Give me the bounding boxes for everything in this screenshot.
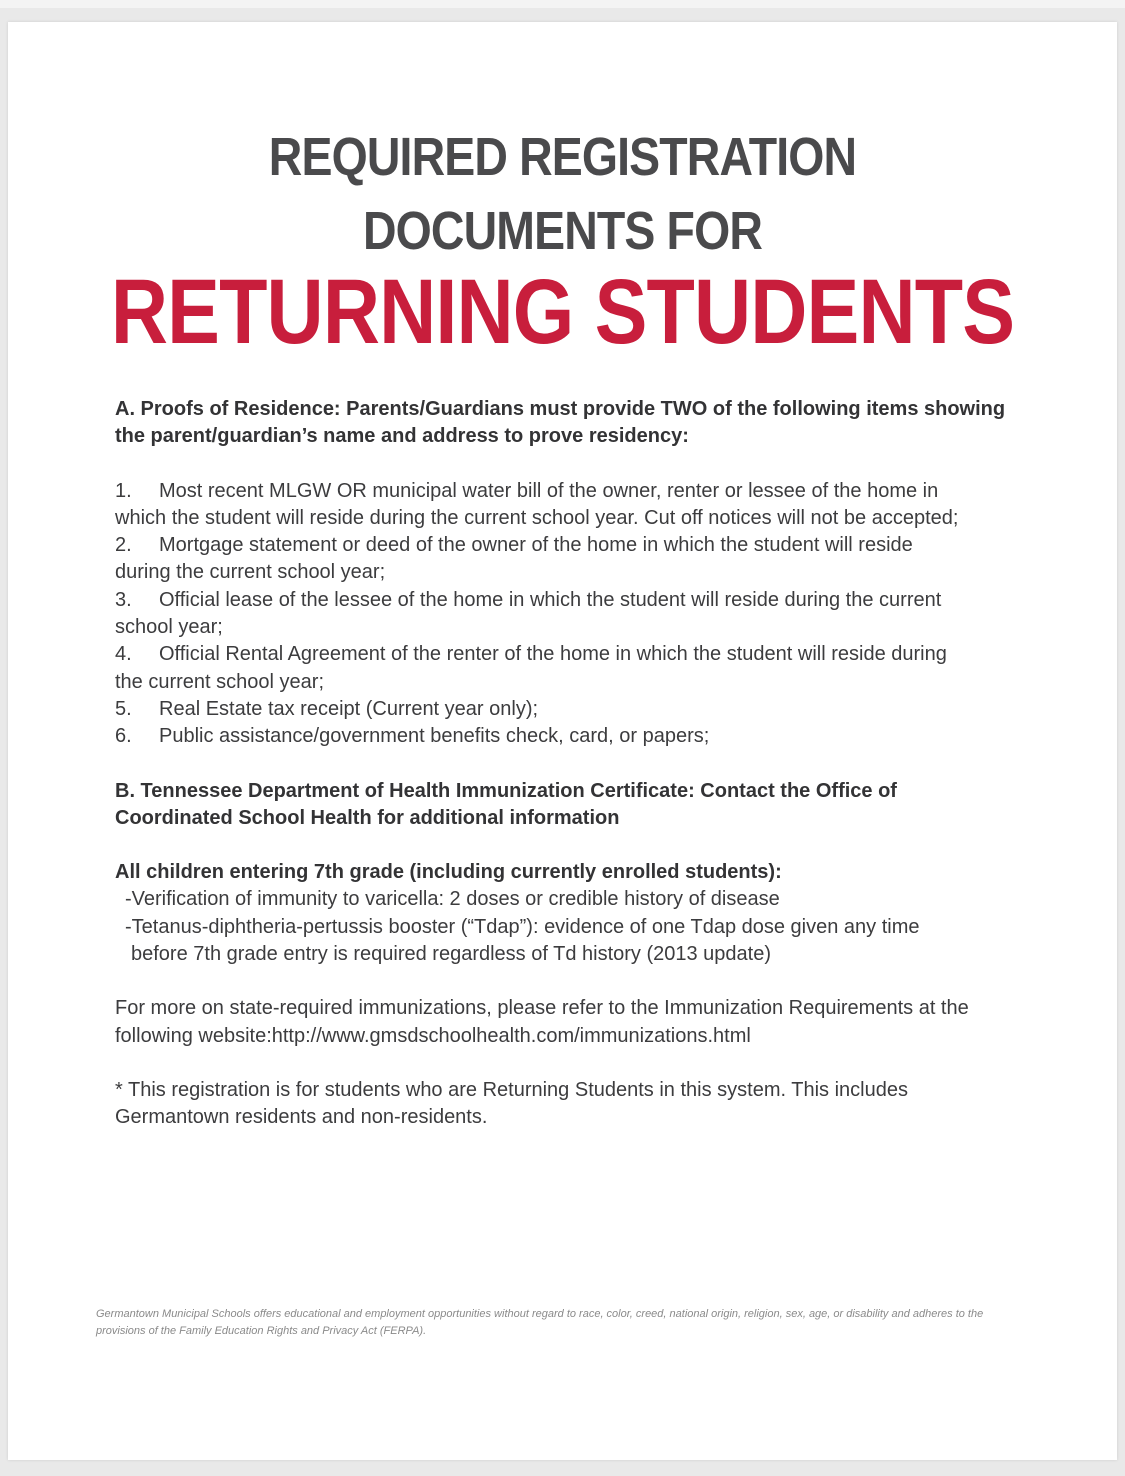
list-item-number: 3. (115, 588, 132, 611)
list-item (115, 478, 1015, 505)
list-item-text: Real Estate tax receipt (Current year only); (159, 697, 539, 720)
list-item-continuation: which the student will reside during the current school year. Cut off notices will not be accepted; (115, 506, 959, 529)
section-b-heading-line-2: Coordinated School Health for additional information (115, 806, 620, 829)
list-item (115, 532, 1015, 559)
note-line-1: * This registration is for students who are Returning Students in this system. This includes (115, 1078, 908, 1101)
list-item-continuation: school year; (115, 616, 223, 639)
list-item-text: Public assistance/government benefits check, card, or papers; (159, 725, 710, 748)
section-a-heading-line-2: the parent/guardian’s name and address to prove residency: (115, 425, 689, 448)
section-a-heading-line-1: A. Proofs of Residence: Parents/Guardians must provide TWO of the following items showing (115, 398, 1006, 420)
list-item-number: 4. (115, 643, 132, 666)
title-line-1: REQUIRED REGISTRATION (268, 127, 857, 187)
more-info-line-2: following website:http://www.gmsdschoolhealth.com/immunizations.html (115, 1024, 751, 1047)
residence-proof-list (115, 478, 1015, 751)
list-item-text: Official Rental Agreement of the renter of the home in which the student will reside during (159, 643, 947, 666)
list-item-continuation: during the current school year; (115, 561, 386, 584)
list-item (115, 696, 1015, 723)
list-item-number: 6. (115, 725, 132, 748)
list-item-number: 2. (115, 534, 132, 557)
footer-disclaimer (96, 1306, 1036, 1340)
document-body (115, 396, 1015, 1132)
document-page (8, 22, 1117, 1460)
seventh-grade-tdap: -Tetanus-diphtheria-pertussis booster (“Tdap”): evidence of one Tdap dose given any time (125, 915, 920, 938)
note-line-2: Germantown residents and non-residents. (115, 1106, 488, 1129)
title-line-2: DOCUMENTS FOR (362, 201, 763, 261)
list-item-number: 5. (115, 697, 132, 720)
more-info-line-1: For more on state-required immunizations, please refer to the Immunization Requirements at the (115, 997, 969, 1020)
footer-line-1: Germantown Municipal Schools offers educational and employment opportunities without regard to race, color, creed, national origin, religion, sex, age, or disability and adheres to the (96, 1308, 984, 1320)
seventh-grade-heading: All children entering 7th grade (including currently enrolled students): (115, 861, 782, 884)
list-item-number: 1. (115, 479, 132, 502)
top-strip (0, 0, 1125, 8)
title-line-3: RETURNING STUDENTS (110, 261, 1015, 363)
seventh-grade-tdap-continued: before 7th grade entry is required regardless of Td history (2013 update) (131, 943, 771, 966)
list-item (115, 723, 1015, 750)
list-item-text: Official lease of the lessee of the home in which the student will reside during the current (159, 588, 942, 611)
list-item (115, 587, 1015, 614)
section-b-heading-line-1: B. Tennessee Department of Health Immunization Certificate: Contact the Office of (115, 779, 897, 802)
list-item-continuation: the current school year; (115, 670, 324, 693)
list-item (115, 641, 1015, 668)
footer-line-2: provisions of the Family Education Rights and Privacy Act (FERPA). (96, 1325, 427, 1337)
list-item-text: Most recent MLGW OR municipal water bill of the owner, renter or lessee of the home in (159, 479, 939, 502)
seventh-grade-varicella: -Verification of immunity to varicella: 2 doses or credible history of disease (125, 888, 780, 911)
list-item-text: Mortgage statement or deed of the owner of the home in which the student will reside (159, 534, 913, 557)
